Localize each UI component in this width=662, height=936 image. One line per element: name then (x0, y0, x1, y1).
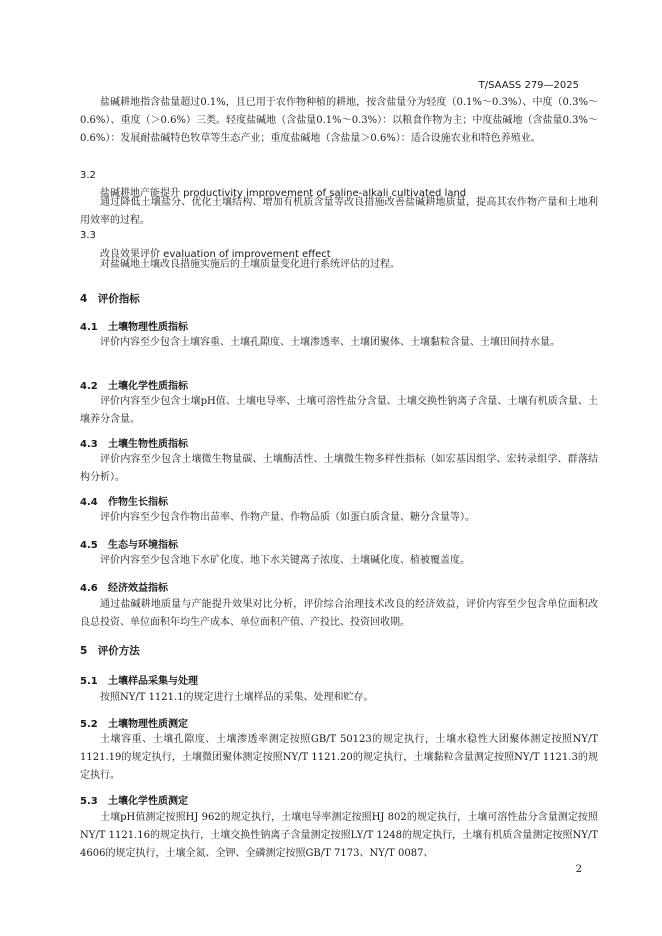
heading-4-1 (80, 318, 188, 333)
heading-number: 4.2 (80, 381, 98, 392)
paragraph-4-5: 评价内容至少包含地下水矿化度、地下水关键离子浓度、土壤碱化度、植被覆盖度。 (100, 555, 470, 566)
paragraph-4-4: 评价内容至少包含作物出苗率、作物产量、作物品质（如蛋白质含量、糖分含量等）。 (100, 512, 475, 523)
heading-title: 生态与环境指标 (108, 540, 178, 551)
page-number: 2 (575, 864, 582, 875)
heading-number: 4.1 (80, 322, 98, 333)
heading-4-6 (80, 579, 168, 594)
paragraph-saline-definition: 盐碱耕地指含盐量超过0.1%，且已用于农作物种植的耕地，按含盐量分为轻度（0.1%～0.3%）、中度（0.3%～0.6%）、重度（＞0.6%）三类。轻度盐碱地（含盐量0.1%～0.3%）：以粮食作物为主；中度盐碱地（含盐量0.3%～0.6%）：发展耐盐碱特色牧草等生态产业；重度盐碱地（含盐量＞0.6%）：适合设施农业和特色养殖业。 (80, 97, 598, 144)
heading-4-3 (80, 435, 188, 450)
heading-title: 土壤生物性质指标 (108, 439, 188, 450)
definition-3-3: 对盐碱地土壤改良措施实施后的土壤质量变化进行系统评估的过程。 (100, 259, 400, 270)
heading-title: 土壤物理性质指标 (108, 322, 188, 333)
term-3-2: 盐碱耕地产能提升 productivity improvement of saline-alkali cultivated land (100, 188, 467, 199)
heading-5-3 (80, 792, 188, 807)
term-3-3: 改良效果评价 evaluation of improvement effect (100, 249, 331, 260)
paragraph-5-2: 土壤容重、土壤孔隙度、土壤渗透率测定按照GB/T 50123的规定执行，土壤水稳性大团聚体测定按照NY/T 1121.19的规定执行，土壤微团聚体测定按照NY/T 1121.20的规定执行，土壤黏粒含量测定按照NY/T 1121.3的规定执行。 (80, 734, 598, 781)
paragraph-4-1: 评价内容至少包含土壤容重、土壤孔隙度、土壤渗透率、土壤团聚体、土壤黏粒含量、土壤田间持水量。 (100, 337, 560, 348)
clause-number-3-3: 3.3 (80, 230, 96, 241)
heading-4-2 (80, 377, 188, 392)
heading-title: 土壤化学性质测定 (108, 796, 188, 807)
heading-number: 5.1 (80, 676, 98, 687)
section-heading-5: 5 评价方法 (80, 645, 140, 657)
heading-title: 土壤物理性质测定 (108, 719, 188, 730)
clause-number-3-2: 3.2 (80, 170, 96, 181)
heading-5-2 (80, 715, 188, 730)
heading-number: 4.6 (80, 583, 98, 594)
heading-number: 5.2 (80, 719, 98, 730)
heading-5-1 (80, 672, 198, 687)
heading-number: 5.3 (80, 796, 98, 807)
heading-4-5 (80, 536, 178, 551)
heading-4-4 (80, 493, 168, 508)
paragraph-4-3: 评价内容至少包含土壤微生物量碳、土壤酶活性、土壤微生物多样性指标（如宏基因组学、宏转录组学、群落结构分析）。 (80, 454, 598, 483)
heading-title: 作物生长指标 (108, 497, 168, 508)
paragraph-5-3: 土壤pH值测定按照HJ 962的规定执行，土壤电导率测定按照HJ 802的规定执行，土壤可溶性盐分含量测定按照NY/T 1121.16的规定执行，土壤交换性钠离子含量测定按照LY/T 1248的规定执行，土壤有机质含量测定按照NY/T 4606的规定执行，土壤全氮、全钾、全磷测定按照GB/T 7173、NY/T 0087、 (80, 812, 598, 859)
heading-title: 土壤样品采集与处理 (108, 676, 198, 687)
section-heading-4: 4 评价指标 (80, 293, 140, 305)
heading-title: 土壤化学性质指标 (108, 381, 188, 392)
standard-code: T/SAASS 279—2025 (478, 80, 579, 91)
heading-number: 4.3 (80, 439, 98, 450)
heading-title: 经济效益指标 (108, 583, 168, 594)
heading-number: 4.5 (80, 540, 98, 551)
heading-number: 4.4 (80, 497, 98, 508)
definition-3-2: 通过降低土壤盐分、优化土壤结构、增加有机质含量等改良措施改善盐碱耕地质量，提高其农作物产量和土地利用效率的过程。 (80, 197, 598, 226)
paragraph-4-2: 评价内容至少包含土壤pH值、土壤电导率、土壤可溶性盐分含量、土壤交换性钠离子含量、土壤有机质含量、土壤养分含量。 (80, 396, 598, 425)
paragraph-4-6: 通过盐碱耕地质量与产能提升效果对比分析，评价综合治理技术改良的经济效益，评价内容至少包含单位面积改良总投资、单位面积年均生产成本、单位面积产值、产投比、投资回收期。 (80, 599, 598, 628)
paragraph-5-1: 按照NY/T 1121.1的规定进行土壤样品的采集、处理和贮存。 (100, 692, 374, 703)
